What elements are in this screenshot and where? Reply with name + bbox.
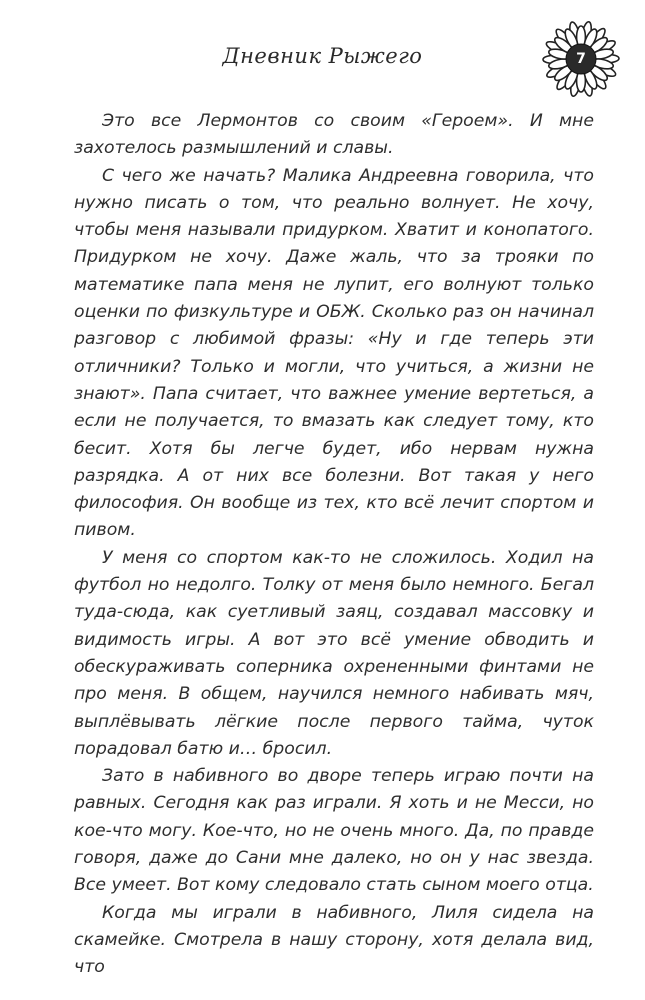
paragraph: Это все Лермонтов со своим «Героем». И мне захотелось размышлений и славы. [74, 111, 594, 159]
paragraph: У меня со спортом как-то не сложилось. Ходил на футбол но недолго. Толку от меня было немного. Бегал туда-сюда, как суетливый заяц, создавал массовку и видимость игры. А вот это всё умение обводить и обескураживать соперника охрененными финтами не про меня. В общем, научился немного набивать мяч, выплёвывать лёгкие после первого тайма, чуток порадовал батю и… бросил. [74, 547, 594, 759]
paragraph: Зато в набивного во дворе теперь играю почти на равных. Сегодня как раз играли. Я хоть и не Месси, но кое-что могу. Кое-что, но не очень много. Да, по правде говоря, даже до Сани мне далеко, но он у нас звезда. Все умеет. Вот кому следовало стать сыном моего отца. [74, 766, 594, 896]
body-text [74, 108, 594, 982]
page-number-badge [540, 18, 622, 100]
paragraph: С чего же начать? Малика Андреевна говорила, что нужно писать о том, что реально волнует. Не хочу, чтобы меня называли придурком. Хватит и конопатого. Придурком не хочу. Даже жаль, что за трояки по математике папа меня не лупит, его волнуют только оценки по физкультуре и ОБЖ. Сколько раз он начинал разговор с любимой фразы: «Ну и где теперь эти отличники? Только и могли, что учиться, а жизни не знают». Папа считает, что важнее умение вертеться, а если не получается, то вмазать как следует тому, кто бесит. Хотя бы легче будет, ибо нервам нужна разрядка. А от них все болезни. Вот такая у него философия. Он вообще из тех, кто всё лечит спортом и пивом. [74, 165, 594, 541]
page-number: 7 [576, 51, 586, 67]
paragraph: Когда мы играли в набивного, Лиля сидела на скамейке. Смотрела в нашу сторону, хотя делала вид, что [74, 902, 594, 978]
running-title: Дневник Рыжего [222, 44, 423, 68]
